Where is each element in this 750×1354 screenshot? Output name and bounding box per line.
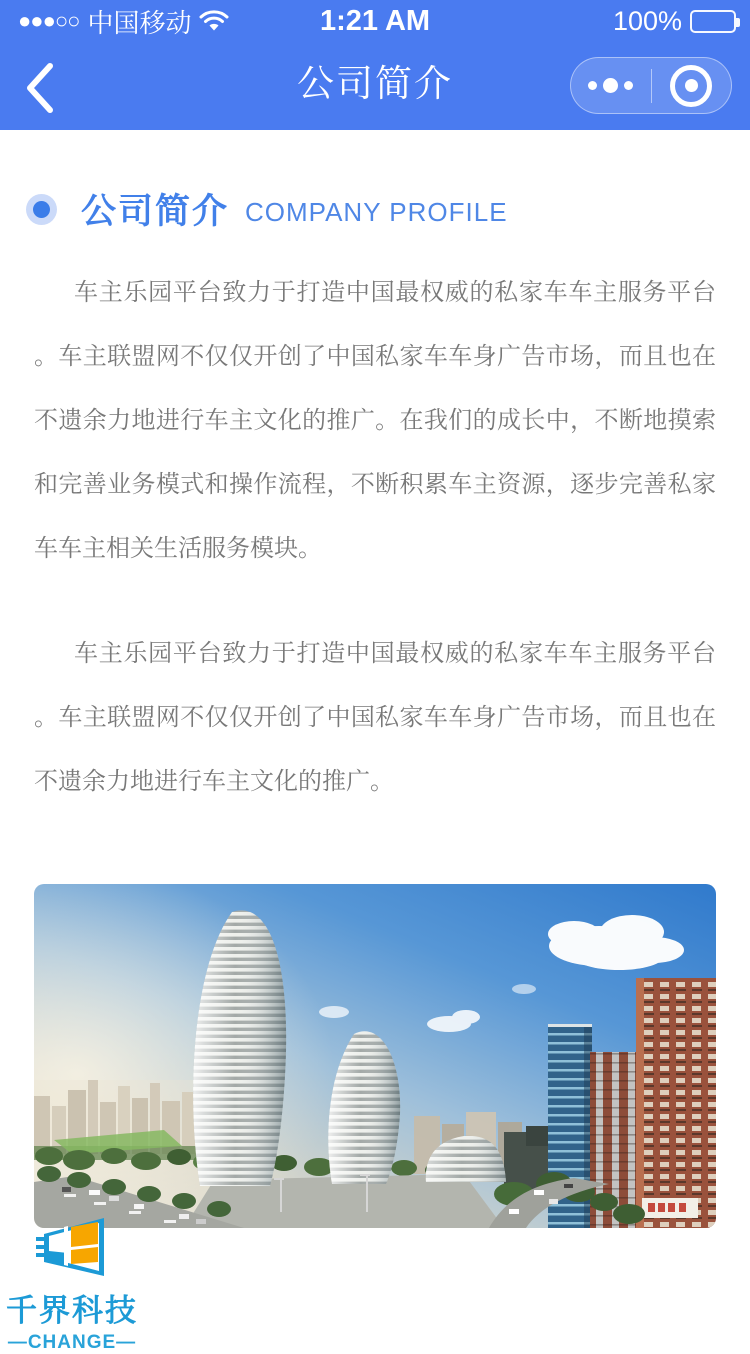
clock-time: 1:21 AM [319,5,431,37]
target-circle-icon [670,65,712,107]
page-content [0,130,750,1228]
miniprogram-capsule [570,57,732,114]
paragraph-line: 不遗余力地进行车主文化的推广。 [34,768,394,795]
more-dots-icon [588,81,597,90]
carrier-label: 中国移动 [87,7,192,38]
page-title: 公司简介 [297,63,453,104]
paragraph-line: 和完善业务模式和操作流程，不断积累车主资源，逐步完善私家 [34,471,716,498]
more-button[interactable] [571,58,651,113]
nav-bar [0,42,750,130]
section-title-cn: 公司简介 [81,192,230,231]
signal-strength-icon: ●●●○○ [18,8,80,33]
paragraph-line: 车主乐园平台致力于打造中国最权威的私家车车主服务平台 [74,640,716,667]
battery-percent-label: 100% [612,5,682,36]
section-title-en: COMPANY PROFILE [245,196,508,227]
logo-company-name: 千界科技 [6,1293,138,1328]
company-intro-paragraph-2 [34,622,716,814]
window-flag-logo-icon [34,1216,106,1278]
company-intro-paragraph-1 [34,261,716,581]
company-photo [34,884,716,1228]
watermark-logo [6,1216,138,1354]
paragraph-line: 。车主联盟网不仅仅开创了中国私家车车身广告市场，而且也在 [34,704,716,731]
status-bar [0,0,750,42]
paragraph-line: 。车主联盟网不仅仅开创了中国私家车车身广告市场，而且也在 [34,343,716,370]
paragraph-line: 不遗余力地进行车主文化的推广。在我们的成长中，不断地摸索 [34,407,716,434]
exit-button[interactable] [652,58,732,113]
paragraph-line: 车主乐园平台致力于打造中国最权威的私家车车主服务平台 [74,279,716,306]
battery-icon [690,10,736,33]
dot-bullet-icon [33,201,50,218]
section-header [33,187,750,231]
logo-company-name-en: —CHANGE— [7,1332,137,1353]
city-skyline-illustration [34,884,716,1228]
app-header [0,0,750,130]
status-right [613,0,736,42]
paragraph-line: 车车主相关生活服务模块。 [34,535,322,562]
